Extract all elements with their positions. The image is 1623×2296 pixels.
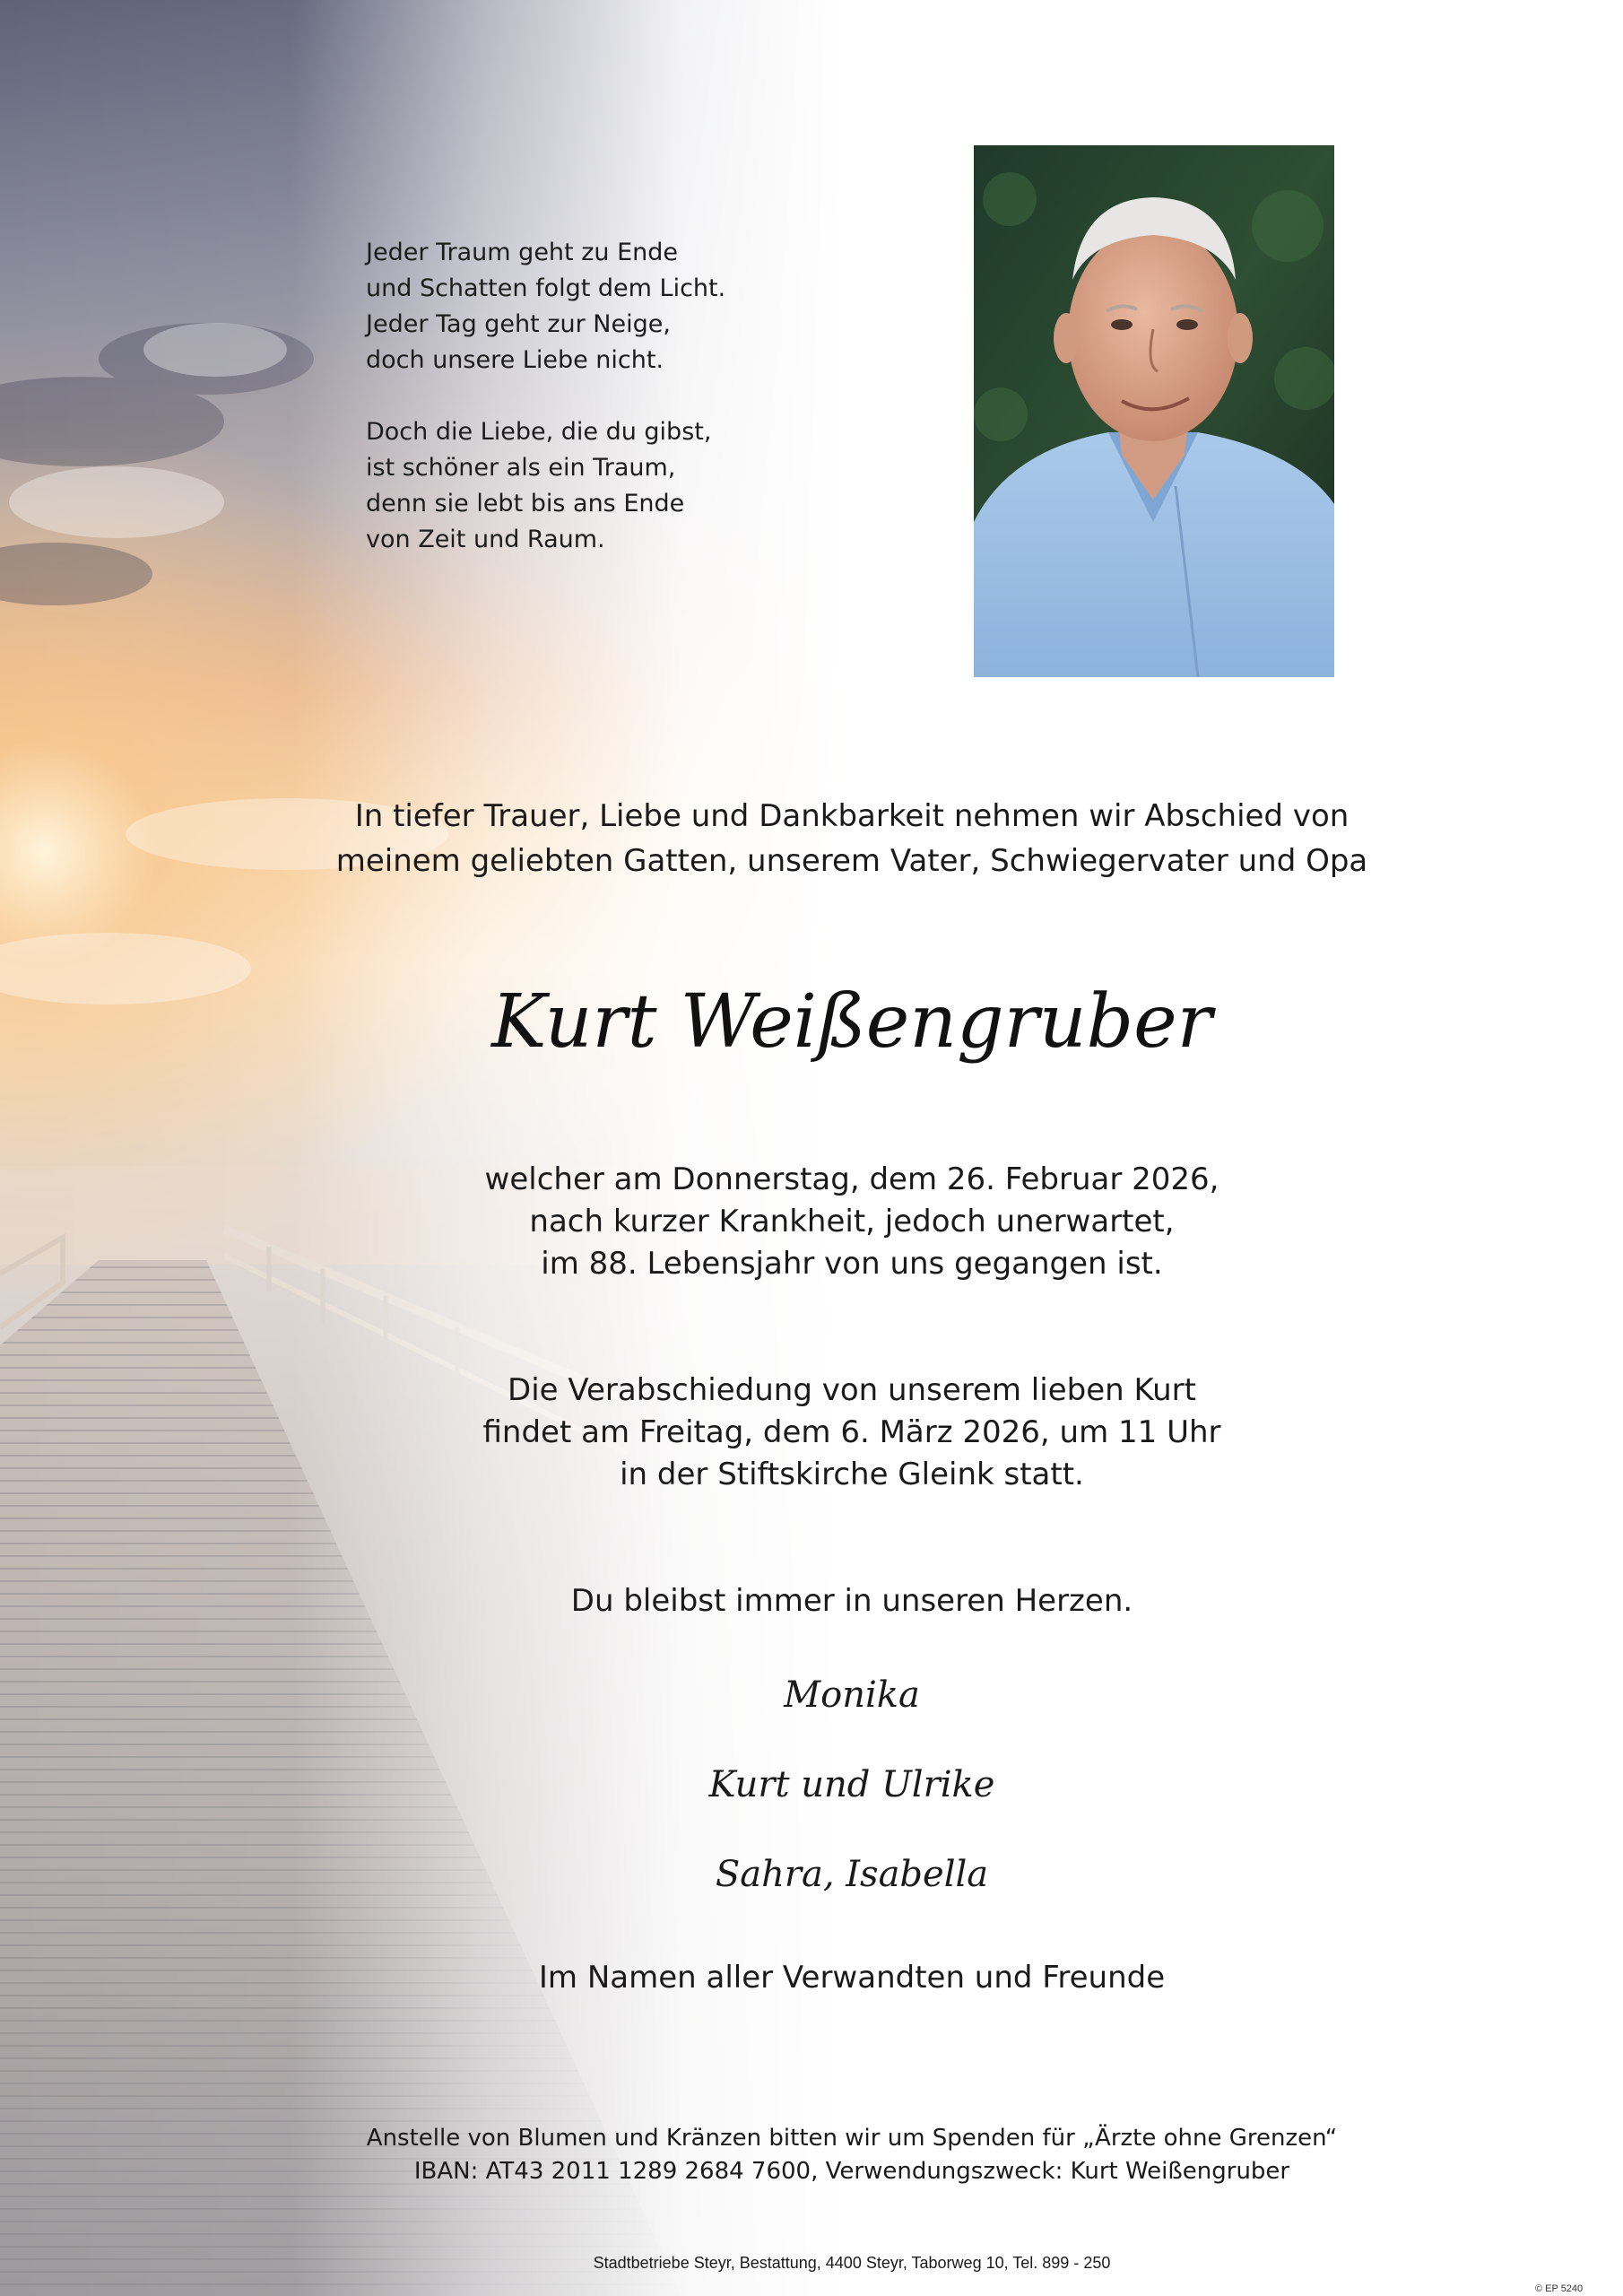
family-name: Kurt und Ulrike: [708, 1764, 995, 1805]
poem-line: von Zeit und Raum.: [366, 526, 605, 553]
poem-stanza-2: [366, 414, 832, 558]
funeral-home-footer: Stadtbetriebe Steyr, Bestattung, 4400 Steyr, Taborweg 10, Tel. 899 - 250: [593, 2254, 1111, 2272]
intro-text: [296, 794, 1408, 883]
family-names: [296, 1662, 1408, 1931]
intro-line: In tiefer Trauer, Liebe und Dankbarkeit nehmen wir Abschied von: [354, 798, 1350, 834]
intro-line: meinem geliebten Gatten, unserem Vater, Schwiegervater und Opa: [335, 843, 1368, 879]
iban-line: IBAN: AT43 2011 1289 2684 7600, Verwendungszweck: Kurt Weißengruber: [413, 2158, 1290, 2185]
donation-request: [296, 2122, 1408, 2188]
print-code: © EP 5240: [1535, 2283, 1584, 2294]
poem-line: und Schatten folgt dem Licht.: [366, 274, 726, 302]
poem-stanza-1: [366, 235, 832, 378]
farewell-info: [296, 1370, 1408, 1496]
portrait-photo: [974, 145, 1334, 677]
poem-line: Doch die Liebe, die du gibst,: [366, 418, 712, 446]
poem-line: ist schöner als ein Traum,: [366, 454, 676, 482]
death-notice-line: im 88. Lebensjahr von uns gegangen ist.: [541, 1246, 1163, 1282]
family-name: Sahra, Isabella: [715, 1854, 989, 1895]
portrait-image: [974, 145, 1334, 677]
poem-line: denn sie lebt bis ans Ende: [366, 490, 685, 517]
death-notice-line: nach kurzer Krankheit, jedoch unerwartet,: [529, 1204, 1175, 1239]
farewell-line: in der Stiftskirche Gleink statt.: [620, 1457, 1084, 1492]
poem: [366, 235, 832, 594]
death-notice: [296, 1159, 1408, 1285]
donation-line: Anstelle von Blumen und Kränzen bitten wir um Spenden für „Ärzte ohne Grenzen“: [366, 2125, 1338, 2152]
deceased-name: Kurt Weißengruber: [491, 979, 1212, 1065]
poem-line: Jeder Tag geht zur Neige,: [366, 310, 671, 338]
family-name: Monika: [784, 1674, 920, 1716]
poem-line: doch unsere Liebe nicht.: [366, 346, 664, 374]
closing-line: Du bleibst immer in unseren Herzen.: [570, 1583, 1133, 1619]
farewell-line: findet am Freitag, dem 6. März 2026, um 11 Uhr: [482, 1414, 1221, 1450]
relatives-line: Im Namen aller Verwandten und Freunde: [538, 1960, 1166, 1996]
farewell-line: Die Verabschiedung von unserem lieben Kurt: [508, 1372, 1196, 1408]
poem-line: Jeder Traum geht zu Ende: [366, 239, 678, 266]
death-notice-line: welcher am Donnerstag, dem 26. Februar 2026,: [484, 1161, 1219, 1197]
